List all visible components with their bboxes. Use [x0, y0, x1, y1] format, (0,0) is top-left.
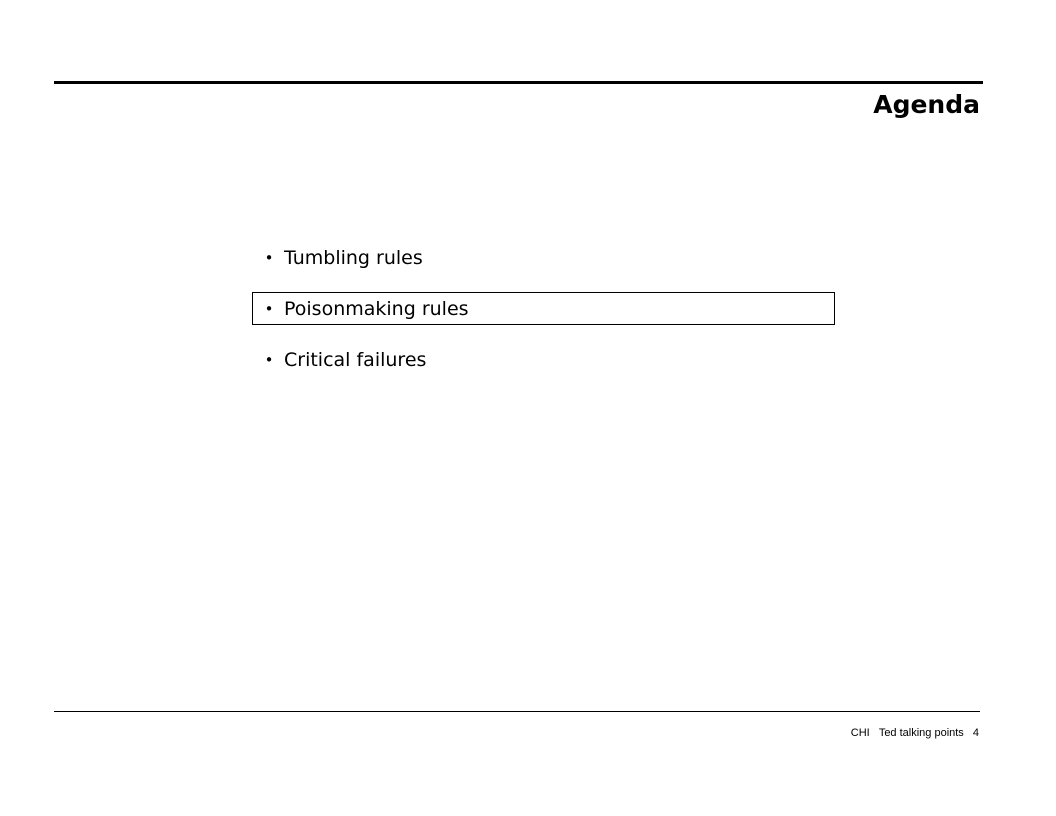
- footer-org: CHI: [850, 727, 870, 739]
- footer: [851, 726, 979, 740]
- bullet-icon: •: [264, 248, 274, 267]
- bullet-icon: •: [264, 299, 274, 318]
- footer-doc-title: Ted talking points: [878, 727, 964, 739]
- bullet-icon: •: [264, 350, 274, 369]
- page-number: 4: [972, 727, 979, 739]
- agenda-item-critical-failures: [252, 343, 835, 376]
- agenda-item-poisonmaking-rules: [252, 292, 835, 325]
- agenda-item-tumbling-rules: [252, 241, 835, 274]
- title-rule: [54, 81, 983, 84]
- agenda-item-label: Poisonmaking rules: [284, 297, 469, 320]
- page-title: Agenda: [873, 90, 980, 119]
- agenda-item-label: Critical failures: [284, 348, 427, 371]
- agenda-item-label: Tumbling rules: [284, 246, 423, 269]
- agenda-list: [252, 241, 835, 394]
- footer-rule: [54, 711, 980, 712]
